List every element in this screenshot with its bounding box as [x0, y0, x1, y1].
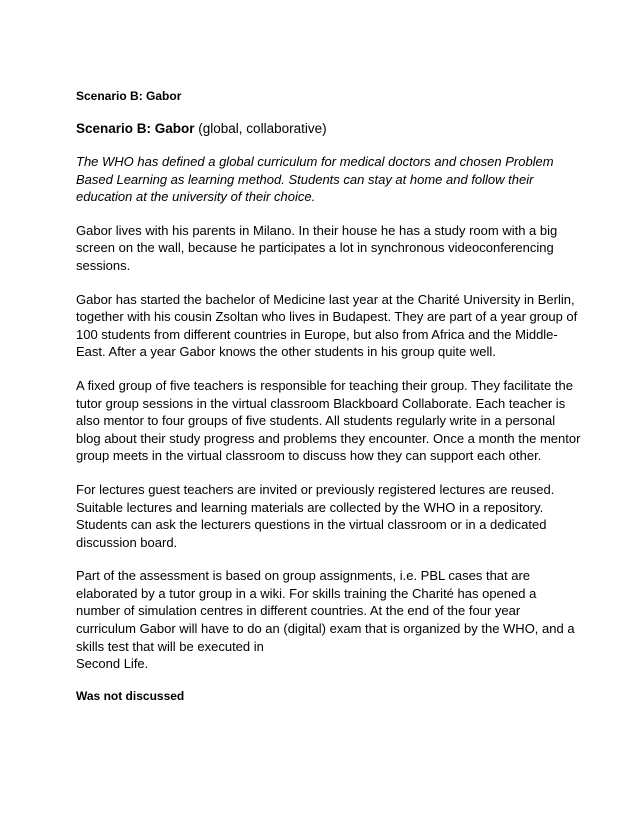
paragraph-line: group meets in the virtual classroom to discuss how they can support each other. [76, 448, 542, 464]
paragraph-line: also mentor to four groups of five students. All students regularly write in a personal [76, 413, 556, 429]
paragraph-line: 100 students from different countries in Europe, but also from Africa and the Middle- [76, 326, 558, 342]
small-heading: Scenario B: Gabor [76, 89, 182, 103]
paragraph-line: Based Learning as learning method. Students can stay at home and follow their [76, 171, 534, 187]
paragraph-line: blog about their study progress and problems they encounter. Once a month the mentor [76, 430, 581, 446]
paragraph-line: Second Life. [76, 656, 149, 672]
paragraph-line: Students can ask the lecturers questions in the virtual classroom or in a dedicated [76, 517, 547, 533]
paragraph-line: The WHO has defined a global curriculum for medical doctors and chosen Problem [76, 154, 554, 169]
paragraph-6 [76, 567, 575, 673]
paragraph-1 [76, 153, 568, 206]
paragraph-line: sessions. [76, 257, 131, 273]
paragraph-line: number of simulation centres in different countries. At the end of the four year [76, 603, 521, 619]
paragraphs [76, 153, 581, 673]
paragraph-line: A fixed group of five teachers is responsible for teaching their group. They facilitate the [76, 377, 573, 393]
paragraph-4 [76, 377, 581, 465]
paragraph-line: East. After a year Gabor knows the other students in his group quite well. [76, 344, 496, 360]
paragraph-line: elaborated by a tutor group in a wiki. For skills training the Charité has opened a [76, 585, 537, 601]
paragraph-line: Part of the assessment is based on group assignments, i.e. PBL cases that are [76, 568, 531, 584]
paragraph-line: tutor group sessions in the virtual classroom Blackboard Collaborate. Each teacher is [76, 395, 566, 411]
footer-note: Was not discussed [76, 688, 185, 703]
paragraph-line: screen on the wall, because he participates a lot in synchronous videoconferencing [76, 240, 554, 256]
paragraph-line: For lectures guest teachers are invited or previously registered lectures are reused. [76, 481, 555, 497]
paragraph-line: together with his cousin Zsoltan who lives in Budapest. They are part of a year group of [76, 309, 578, 325]
scenario-heading-subtitle: (global, collaborative) [194, 121, 327, 136]
paragraph-line: Gabor has started the bachelor of Medicine last year at the Charité University in Berlin, [76, 291, 575, 307]
document-content [76, 89, 581, 704]
paragraph-line: Gabor lives with his parents in Milano. In their house he has a study room with a big [76, 222, 558, 238]
paragraph-5 [76, 481, 568, 551]
paragraph-3 [76, 291, 578, 361]
paragraph-line: discussion board. [76, 534, 178, 550]
scenario-heading [76, 120, 568, 137]
paragraph-line: skills test that will be executed in [76, 638, 264, 654]
paragraph-2 [76, 222, 568, 275]
paragraph-line: curriculum Gabor will have to do an (digital) exam that is organized by the WHO, and a [76, 621, 575, 637]
paragraph-line: education at the university of their choice. [76, 189, 316, 205]
paragraph-line: Suitable lectures and learning materials are collected by the WHO in a repository. [76, 499, 544, 515]
scenario-heading-bold: Scenario B: Gabor [76, 121, 195, 136]
